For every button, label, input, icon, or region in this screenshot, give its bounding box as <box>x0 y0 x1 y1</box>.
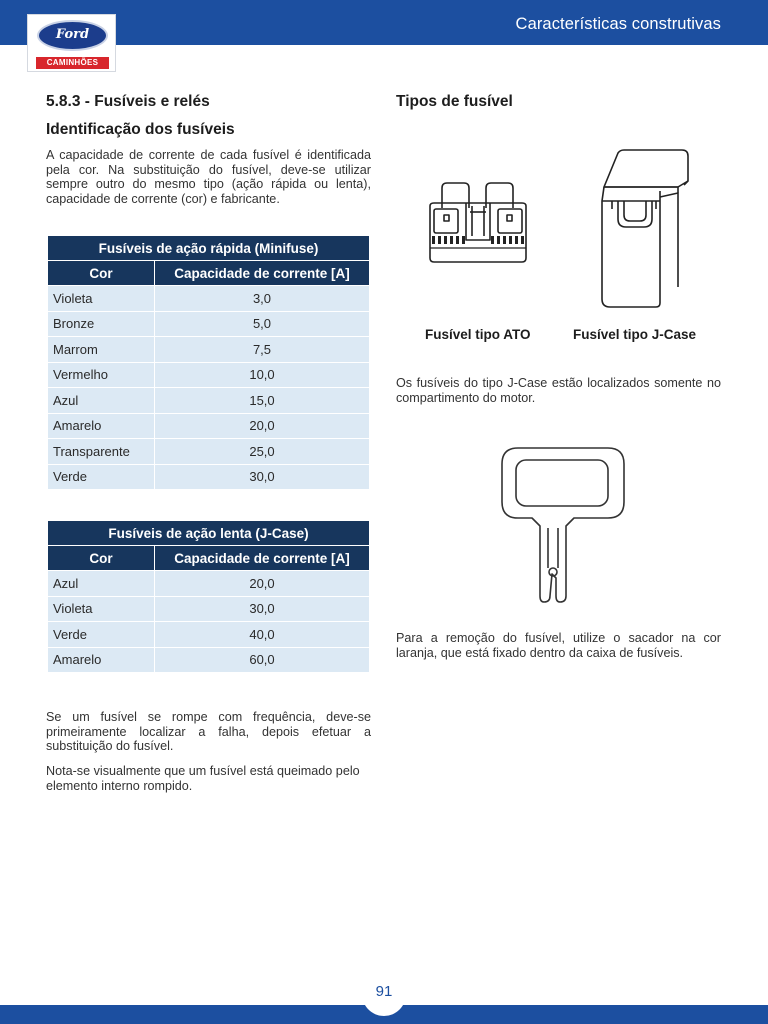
current-cell: 30,0 <box>155 464 370 490</box>
color-cell: Azul <box>48 388 155 414</box>
fuse-puller-illustration <box>500 446 626 606</box>
color-cell: Marrom <box>48 337 155 363</box>
color-cell: Amarelo <box>48 413 155 439</box>
fuse-types-title: Tipos de fusível <box>396 93 513 110</box>
current-cell: 3,0 <box>155 286 370 312</box>
current-cell: 7,5 <box>155 337 370 363</box>
fast-col-color: Cor <box>48 261 155 286</box>
current-cell: 5,0 <box>155 311 370 337</box>
color-cell: Azul <box>48 571 155 597</box>
table-row <box>48 622 370 648</box>
jcase-caption: Fusível tipo J-Case <box>573 327 697 342</box>
table-row <box>48 388 370 414</box>
color-cell: Vermelho <box>48 362 155 388</box>
brand-sub-label: CAMINHÕES <box>36 57 109 69</box>
ato-caption: Fusível tipo ATO <box>425 327 531 342</box>
current-cell: 20,0 <box>155 413 370 439</box>
intro-paragraph: A capacidade de corrente de cada fusível é identificada pela cor. Na substituição do fusível, deve-se utilizar sempre outro do mesmo tipo (ação rápida ou lenta), capacidade de corrente (cor) e fabricante. <box>46 148 371 206</box>
fast-col-current: Capacidade de corrente [A] <box>155 261 370 286</box>
slow-col-color: Cor <box>48 546 155 571</box>
table-row <box>48 571 370 597</box>
table-row <box>48 286 370 312</box>
subsection-title: Identificação dos fusíveis <box>46 121 235 138</box>
current-cell: 40,0 <box>155 622 370 648</box>
table-row <box>48 337 370 363</box>
table-row <box>48 362 370 388</box>
color-cell: Transparente <box>48 439 155 465</box>
frequent-break-paragraph: Se um fusível se rompe com frequência, deve-se primeiramente localizar a falha, depois efetuar a substituição do fusível. <box>46 710 371 754</box>
fast-table-title: Fusíveis de ação rápida (Minifuse) <box>48 236 370 261</box>
brand-text: Ford <box>55 27 90 42</box>
table-row <box>48 413 370 439</box>
color-cell: Verde <box>48 622 155 648</box>
slow-fuse-table <box>47 520 370 673</box>
color-cell: Violeta <box>48 596 155 622</box>
slow-col-current: Capacidade de corrente [A] <box>155 546 370 571</box>
slow-table-title: Fusíveis de ação lenta (J-Case) <box>48 521 370 546</box>
table-row <box>48 439 370 465</box>
table-row <box>48 596 370 622</box>
current-cell: 60,0 <box>155 647 370 673</box>
color-cell: Bronze <box>48 311 155 337</box>
ato-fuse-illustration <box>426 178 530 266</box>
current-cell: 20,0 <box>155 571 370 597</box>
jcase-fuse-illustration <box>598 147 693 312</box>
section-title: 5.8.3 - Fusíveis e relés <box>46 93 210 110</box>
color-cell: Amarelo <box>48 647 155 673</box>
current-cell: 25,0 <box>155 439 370 465</box>
color-cell: Verde <box>48 464 155 490</box>
note-paragraph: Nota-se visualmente que um fusível está queimado pelo elemento interno rompido. <box>46 764 360 793</box>
current-cell: 10,0 <box>155 362 370 388</box>
removal-paragraph: Para a remoção do fusível, utilize o sacador na cor laranja, que está fixado dentro da caixa de fusíveis. <box>396 631 721 660</box>
table-row <box>48 647 370 673</box>
fast-fuse-table <box>47 235 370 490</box>
current-cell: 30,0 <box>155 596 370 622</box>
table-row <box>48 311 370 337</box>
current-cell: 15,0 <box>155 388 370 414</box>
chapter-title: Características construtivas <box>515 15 721 33</box>
ford-logo <box>27 14 116 72</box>
jcase-location-paragraph: Os fusíveis do tipo J-Case estão localizados somente no compartimento do motor. <box>396 376 721 405</box>
table-row <box>48 464 370 490</box>
ford-oval <box>37 20 108 51</box>
page-number: 91 <box>375 983 393 1000</box>
color-cell: Violeta <box>48 286 155 312</box>
